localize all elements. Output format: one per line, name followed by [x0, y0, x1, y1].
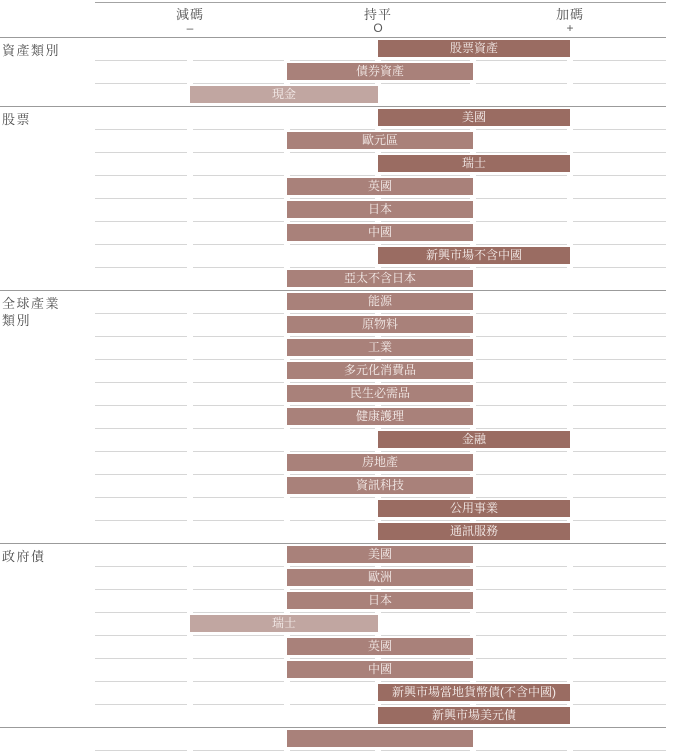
stance-bar-overweight	[378, 155, 570, 172]
gridline-segment	[95, 566, 187, 567]
gridline-segment	[290, 428, 375, 429]
axis-tick	[556, 7, 584, 35]
gridline-segment	[476, 405, 567, 406]
gridline-segment	[476, 198, 567, 199]
gridline-segment	[573, 382, 666, 383]
gridline-segment	[381, 244, 470, 245]
bar-label: 多元化消費品	[343, 363, 416, 377]
gridline-segment	[290, 313, 375, 314]
stance-bar-overweight	[378, 109, 570, 126]
gridline-segment	[193, 129, 284, 130]
section-label: 政府債	[2, 549, 46, 564]
gridline-segment	[193, 566, 284, 567]
bar-label: 原物料	[361, 317, 398, 331]
gridline-segment	[476, 520, 567, 521]
gridline-segment	[290, 336, 375, 337]
gridline-segment	[381, 60, 470, 61]
gridline-segment	[193, 497, 284, 498]
stance-bar-neutral	[287, 178, 473, 195]
gridline-segment	[381, 520, 470, 521]
gridline-segment	[476, 60, 567, 61]
stance-bar-neutral	[287, 592, 473, 609]
bar-label: 工業	[367, 340, 392, 354]
gridline-segment	[95, 152, 187, 153]
gridline-segment	[193, 589, 284, 590]
gridline-segment	[290, 129, 375, 130]
gridline-segment	[476, 175, 567, 176]
gridline-segment	[476, 428, 567, 429]
stance-bar-neutral	[287, 454, 473, 471]
gridline-segment	[381, 267, 470, 268]
gridline-segment	[476, 681, 567, 682]
bar-label: 日本	[367, 202, 392, 216]
chart-row	[0, 63, 673, 86]
gridline-segment	[95, 635, 187, 636]
chart-row	[0, 247, 673, 270]
gridline-segment	[573, 497, 666, 498]
gridline-segment	[573, 681, 666, 682]
bar-label: 資訊科技	[355, 478, 404, 492]
gridline-segment	[381, 129, 470, 130]
gridline-segment	[290, 244, 375, 245]
gridline-segment	[95, 244, 187, 245]
gridline-segment	[476, 244, 567, 245]
bar-label: 新興市場當地貨幣債(不含中國)	[392, 685, 556, 699]
stance-bar-overweight	[378, 431, 570, 448]
gridline-segment	[381, 152, 470, 153]
stance-bar-neutral	[287, 293, 473, 310]
gridline-segment	[193, 83, 284, 84]
gridline-segment	[573, 520, 666, 521]
gridline-segment	[573, 428, 666, 429]
gridline-segment	[573, 359, 666, 360]
bar-label: 金融	[461, 432, 486, 446]
section-separator-line	[0, 543, 666, 544]
gridline-segment	[381, 589, 470, 590]
gridline-segment	[573, 405, 666, 406]
gridline-segment	[476, 336, 567, 337]
gridline-segment	[290, 520, 375, 521]
chart-row	[0, 109, 673, 132]
section-label: 全球產業 類別	[2, 296, 61, 328]
stance-bar-neutral	[287, 385, 473, 402]
gridline-segment	[476, 566, 567, 567]
gridline-segment	[476, 382, 567, 383]
gridline-segment	[193, 221, 284, 222]
stance-bar-neutral	[287, 224, 473, 241]
gridline-segment	[476, 152, 567, 153]
gridline-segment	[193, 635, 284, 636]
gridline-segment	[290, 497, 375, 498]
stance-bar-neutral	[287, 362, 473, 379]
gridline-segment	[290, 198, 375, 199]
gridline-segment	[290, 750, 375, 751]
chart-row	[0, 201, 673, 224]
gridline-segment	[95, 221, 187, 222]
bar-label: 新興市場美元債	[431, 708, 516, 722]
chart-row	[0, 339, 673, 362]
stance-bar-neutral	[287, 132, 473, 149]
gridline-segment	[290, 221, 375, 222]
gridline-segment	[381, 612, 470, 613]
gridline-segment	[476, 589, 567, 590]
gridline-segment	[193, 60, 284, 61]
gridline-segment	[381, 359, 470, 360]
chart-row	[0, 40, 673, 63]
gridline-segment	[381, 83, 470, 84]
bar-label: 英國	[367, 639, 392, 653]
gridline-segment	[290, 451, 375, 452]
gridline-segment	[573, 451, 666, 452]
gridline-segment	[193, 313, 284, 314]
gridline-segment	[290, 681, 375, 682]
gridline-segment	[193, 359, 284, 360]
chart-row	[0, 477, 673, 500]
gridline-segment	[476, 267, 567, 268]
gridline-segment	[290, 83, 375, 84]
bar-label: 亞太不含日本	[343, 271, 416, 285]
axis-tick-symbol: O	[373, 21, 383, 35]
gridline-segment	[381, 497, 470, 498]
gridline-segment	[573, 336, 666, 337]
gridline-segment	[381, 681, 470, 682]
section-separator-line	[0, 290, 666, 291]
stance-bar-neutral	[287, 201, 473, 218]
gridline-segment	[476, 497, 567, 498]
gridline-segment	[381, 221, 470, 222]
gridline-segment	[193, 520, 284, 521]
gridline-segment	[476, 474, 567, 475]
bar-label: 債券資產	[355, 64, 404, 78]
gridline-segment	[476, 129, 567, 130]
stance-bar-neutral	[287, 569, 473, 586]
gridline-segment	[381, 451, 470, 452]
stance-bar-overweight	[378, 40, 570, 57]
gridline-segment	[95, 382, 187, 383]
axis-tick-label: 減碼	[175, 7, 205, 22]
gridline-segment	[573, 175, 666, 176]
gridline-segment	[573, 635, 666, 636]
gridline-segment	[381, 175, 470, 176]
gridline-segment	[290, 175, 375, 176]
chart-row	[0, 316, 673, 339]
gridline-segment	[476, 658, 567, 659]
gridline-segment	[381, 336, 470, 337]
gridline-segment	[95, 198, 187, 199]
gridline-segment	[193, 175, 284, 176]
stance-bar-overweight	[378, 500, 570, 517]
gridline-segment	[193, 451, 284, 452]
gridline-segment	[193, 474, 284, 475]
stance-bar-neutral	[287, 661, 473, 678]
chart-row	[0, 684, 673, 707]
stance-bar-neutral	[287, 63, 473, 80]
axis-tick-label: 加碼	[555, 7, 585, 22]
chart-row	[0, 385, 673, 408]
stance-bar-neutral	[287, 546, 473, 563]
gridline-segment	[193, 658, 284, 659]
chart-row	[0, 546, 673, 569]
gridline-segment	[573, 244, 666, 245]
chart-row	[0, 362, 673, 385]
chart-row	[0, 730, 673, 753]
bar-label: 現金	[271, 87, 296, 101]
gridline-segment	[95, 313, 187, 314]
section-separator-line	[0, 37, 666, 38]
stance-bar-neutral	[287, 408, 473, 425]
gridline-segment	[476, 359, 567, 360]
gridline-segment	[381, 428, 470, 429]
gridline-segment	[290, 635, 375, 636]
chart-row	[0, 224, 673, 247]
gridline-segment	[193, 750, 284, 751]
bar-label: 英國	[367, 179, 392, 193]
chart-row	[0, 500, 673, 523]
gridline-segment	[95, 175, 187, 176]
bar-label: 能源	[367, 294, 392, 308]
gridline-segment	[95, 451, 187, 452]
gridline-segment	[381, 474, 470, 475]
gridline-segment	[290, 612, 375, 613]
chart-row	[0, 132, 673, 155]
gridline-segment	[381, 750, 470, 751]
stance-bar-underweight	[190, 86, 378, 103]
bar-label: 新興市場不含中國	[425, 248, 522, 262]
axis-tick-label: 持平	[363, 7, 393, 22]
chart-row	[0, 408, 673, 431]
gridline-segment	[193, 198, 284, 199]
stance-bar-overweight	[378, 247, 570, 264]
stance-bar-neutral	[287, 316, 473, 333]
stance-bar-underweight	[190, 615, 378, 632]
gridline-segment	[95, 681, 187, 682]
stance-bar-overweight	[378, 523, 570, 540]
gridline-segment	[573, 589, 666, 590]
gridline-segment	[95, 658, 187, 659]
section-separator-line	[0, 727, 666, 728]
gridline-segment	[290, 152, 375, 153]
bar-label: 歐元區	[361, 133, 398, 147]
gridline-segment	[193, 681, 284, 682]
gridline-segment	[95, 129, 187, 130]
chart-row	[0, 569, 673, 592]
chart-row	[0, 615, 673, 638]
chart-row	[0, 178, 673, 201]
gridline-segment	[290, 267, 375, 268]
gridline-segment	[476, 221, 567, 222]
gridline-segment	[95, 428, 187, 429]
bar-label: 美國	[461, 110, 486, 124]
gridline-segment	[476, 612, 567, 613]
gridline-segment	[95, 60, 187, 61]
gridline-segment	[381, 635, 470, 636]
chart-row	[0, 431, 673, 454]
chart-rows	[0, 40, 673, 753]
gridline-segment	[381, 658, 470, 659]
gridline-segment	[573, 60, 666, 61]
gridline-segment	[95, 589, 187, 590]
bar-label: 歐洲	[367, 570, 392, 584]
chart-row	[0, 454, 673, 477]
gridline-segment	[95, 497, 187, 498]
stance-bar-neutral	[287, 270, 473, 287]
gridline-segment	[573, 750, 666, 751]
gridline-segment	[573, 612, 666, 613]
stance-bar-overweight	[378, 707, 570, 724]
stance-bar-neutral	[287, 477, 473, 494]
gridline-segment	[290, 474, 375, 475]
chart-row	[0, 592, 673, 615]
gridline-segment	[95, 405, 187, 406]
bar-label: 中國	[367, 662, 392, 676]
gridline-segment	[290, 60, 375, 61]
bar-label: 通訊服務	[449, 524, 498, 538]
gridline-segment	[476, 313, 567, 314]
gridline-segment	[573, 313, 666, 314]
bar-label: 公用事業	[449, 501, 498, 515]
axis-tick-symbol: –	[186, 21, 194, 35]
gridline-segment	[381, 566, 470, 567]
gridline-segment	[290, 704, 375, 705]
chart-row	[0, 661, 673, 684]
gridline-segment	[290, 359, 375, 360]
gridline-segment	[476, 83, 567, 84]
bar-label: 瑞士	[271, 616, 296, 630]
stance-bar-neutral	[287, 730, 473, 747]
stance-bar-neutral	[287, 638, 473, 655]
gridline-segment	[193, 267, 284, 268]
stance-bar-overweight	[378, 684, 570, 701]
gridline-segment	[573, 83, 666, 84]
gridline-segment	[193, 704, 284, 705]
gridline-segment	[193, 382, 284, 383]
gridline-segment	[95, 704, 187, 705]
stance-bar-neutral	[287, 339, 473, 356]
gridline-segment	[193, 612, 284, 613]
gridline-segment	[573, 267, 666, 268]
gridline-segment	[476, 635, 567, 636]
gridline-segment	[193, 336, 284, 337]
gridline-segment	[290, 589, 375, 590]
axis-top-line	[95, 2, 666, 3]
gridline-segment	[95, 83, 187, 84]
axis-tick-symbol: +	[566, 21, 574, 35]
gridline-segment	[193, 405, 284, 406]
section-label: 資產類別	[2, 43, 61, 58]
gridline-segment	[290, 382, 375, 383]
bar-label: 房地產	[361, 455, 398, 469]
gridline-segment	[95, 750, 187, 751]
gridline-segment	[476, 451, 567, 452]
bar-label: 股票資產	[449, 41, 498, 55]
gridline-segment	[193, 152, 284, 153]
gridline-segment	[95, 474, 187, 475]
gridline-segment	[573, 566, 666, 567]
gridline-segment	[290, 566, 375, 567]
bar-label: 中國	[367, 225, 392, 239]
gridline-segment	[381, 382, 470, 383]
gridline-segment	[573, 129, 666, 130]
gridline-segment	[193, 428, 284, 429]
bar-label: 健康護理	[355, 409, 404, 423]
bar-label: 日本	[367, 593, 392, 607]
bar-label: 民生必需品	[349, 386, 410, 400]
chart-row	[0, 155, 673, 178]
gridline-segment	[95, 336, 187, 337]
gridline-segment	[573, 658, 666, 659]
bar-label: 美國	[367, 547, 392, 561]
gridline-segment	[95, 520, 187, 521]
gridline-segment	[573, 474, 666, 475]
axis-tick	[176, 7, 204, 35]
chart-row	[0, 638, 673, 661]
section-label: 股票	[2, 112, 32, 127]
gridline-segment	[95, 612, 187, 613]
gridline-segment	[95, 359, 187, 360]
section-separator-line	[0, 106, 666, 107]
gridline-segment	[290, 658, 375, 659]
gridline-segment	[573, 198, 666, 199]
gridline-segment	[95, 267, 187, 268]
bar-label: 瑞士	[461, 156, 486, 170]
gridline-segment	[381, 198, 470, 199]
gridline-segment	[573, 221, 666, 222]
gridline-segment	[381, 313, 470, 314]
gridline-segment	[573, 152, 666, 153]
gridline-segment	[290, 405, 375, 406]
gridline-segment	[381, 704, 470, 705]
gridline-segment	[381, 405, 470, 406]
gridline-segment	[193, 244, 284, 245]
gridline-segment	[573, 704, 666, 705]
axis-tick	[364, 7, 392, 35]
gridline-segment	[476, 704, 567, 705]
gridline-segment	[476, 750, 567, 751]
